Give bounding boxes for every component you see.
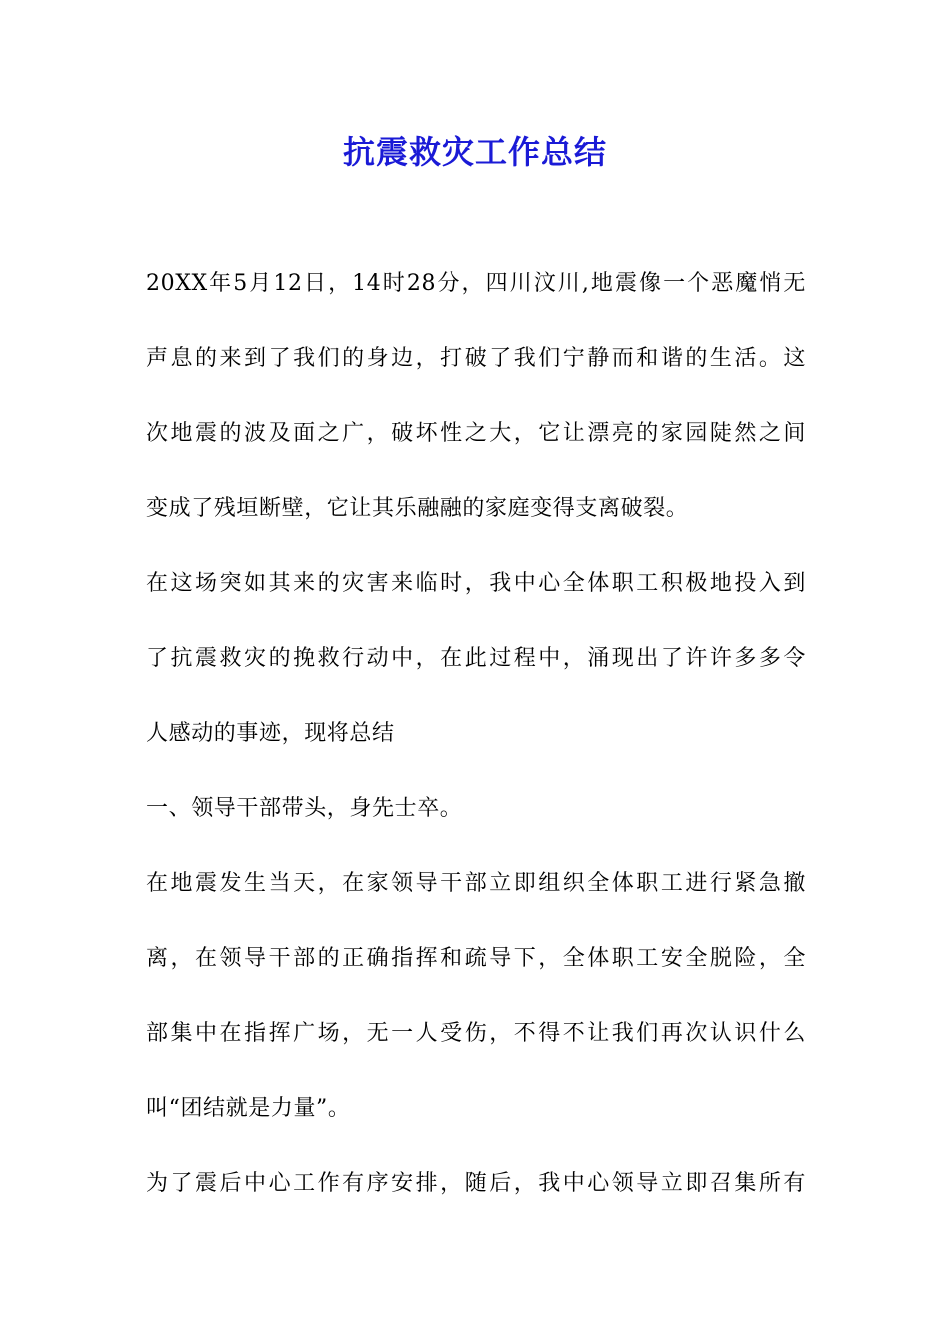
document-title: 抗震救灾工作总结 [342,133,607,171]
paragraph-line: 在这场突如其来的灾害来临时，我中心全体职工积极地投入到 [146,571,806,596]
section-heading: 一、领导干部带头，身先士卒。 [146,796,463,821]
paragraph-line: 叫“团结就是力量”。 [146,1096,351,1121]
paragraph-line: 20XX年5月12日，14时28分，四川汶川,地震像一个恶魔悄无 [146,271,806,296]
paragraph-line: 离，在领导干部的正确指挥和疏导下，全体职工安全脱险，全 [146,946,806,971]
paragraph-line: 了抗震救灾的挽救行动中，在此过程中，涌现出了许许多多令 [146,646,806,671]
paragraph-line: 人感动的事迹，现将总结 [146,721,395,746]
paragraph-line: 次地震的波及面之广，破坏性之大，它让漂亮的家园陡然之间 [146,421,806,446]
paragraph-line: 声息的来到了我们的身边，打破了我们宁静而和谐的生活。这 [146,346,806,371]
paragraph-line: 部集中在指挥广场，无一人受伤，不得不让我们再次认识什么 [146,1021,806,1046]
paragraph-line: 变成了残垣断壁，它让其乐融融的家庭变得支离破裂。 [146,496,689,521]
paragraph-line: 为了震后中心工作有序安排，随后，我中心领导立即召集所有 [146,1171,806,1196]
paragraph-line: 在地震发生当天，在家领导干部立即组织全体职工进行紧急撤 [146,871,806,896]
